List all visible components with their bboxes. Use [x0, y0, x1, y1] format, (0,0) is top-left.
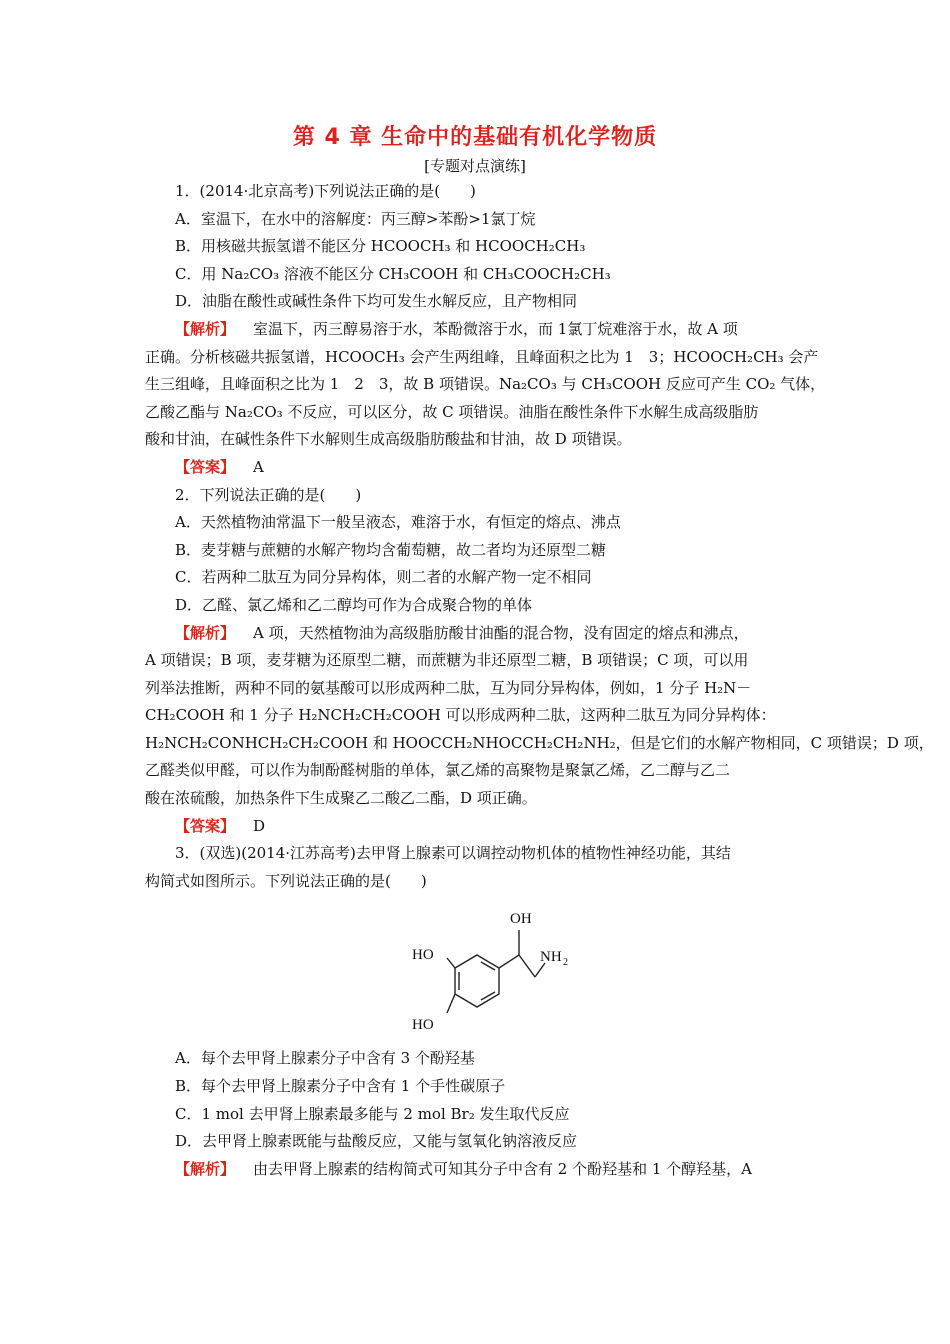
q2-answer-line: [145, 813, 810, 841]
q3-option-d: D．去甲肾上腺素既能与盐酸反应，又能与氢氧化钠溶液反应: [175, 1132, 578, 1151]
bond-ho: [447, 958, 455, 968]
q2-stem: 2．下列说法正确的是( ): [175, 485, 362, 504]
chapter-title: 第 4 章 生命中的基础有机化学物质: [292, 125, 658, 150]
q3-option-c: C．1 mol 去甲肾上腺素最多能与 2 mol Br₂ 发生取代反应: [175, 1104, 570, 1123]
q1-option-b: B．用核磁共振氢谱不能区分 HCOOCH₃ 和 HCOOCH₂CH₃: [175, 237, 586, 256]
content-body: [145, 178, 934, 1183]
answer-tag: 【答案】: [175, 816, 236, 835]
ring-double-bond: [481, 992, 495, 1000]
label-ho-left: HO: [412, 947, 434, 964]
q2-analysis-text-0: A 项，天然植物油为高级脂肪酸甘油酯的混合物，没有固定的熔点和沸点，: [253, 623, 749, 642]
q1-analysis-text-4: 酸和甘油，在碱性条件下水解则生成高级脂肪酸盐和甘油，故 D 项错误。: [145, 430, 632, 449]
q2-option-d: D．乙醛、氯乙烯和乙二醇均可作为合成聚合物的单体: [175, 595, 533, 614]
q1-analysis-text-1: 正确。分析核磁共振氢谱，HCOOCH₃ 会产生两组峰，且峰面积之比为 1 3；HCOOCH₂CH₃ 会产: [145, 347, 819, 366]
q1-analysis-text-2: 生三组峰，且峰面积之比为 1 2 3，故 B 项错误。Na₂CO₃ 与 CH₃COOH 反应可产生 CO₂ 气体，: [145, 375, 826, 394]
q3-analysis-line: [145, 1156, 810, 1184]
q2-analysis-text-4: H₂NCH₂CONHCH₂CH₂COOH 和 HOOCCH₂NHOCCH₂CH₂NH₂，但是它们的水解产物相同，C 项错误；D 项，: [145, 733, 934, 752]
q2-analysis-line: [145, 620, 810, 648]
q3-stem-2: 构简式如图所示。下列说法正确的是( ): [145, 871, 427, 890]
q1-analysis-text-0: 室温下，丙三醇易溶于水，苯酚微溶于水，而 1氯丁烷难溶于水，故 A 项: [253, 319, 738, 338]
q1-answer: A: [253, 457, 264, 476]
q2-analysis-text-6: 酸在浓硫酸，加热条件下生成聚乙二酸乙二酯，D 项正确。: [145, 789, 537, 808]
q3-option-b: B．每个去甲肾上腺素分子中含有 1 个手性碳原子: [175, 1077, 506, 1096]
q2-analysis-text-3: CH₂COOH 和 1 分子 H₂NCH₂CH₂COOH 可以形成两种二肽，这两种二肽互为同分异构体：: [145, 706, 776, 725]
q1-answer-line: [145, 454, 810, 482]
benzene-ring: [455, 955, 499, 1007]
q3-option-a: A．每个去甲肾上腺素分子中含有 3 个酚羟基: [175, 1049, 475, 1068]
q3-analysis-text-0: 由去甲肾上腺素的结构简式可知其分子中含有 2 个酚羟基和 1 个醇羟基，A: [253, 1159, 753, 1178]
bond-nh2: [535, 963, 545, 977]
analysis-tag: 【解析】: [175, 319, 236, 338]
ring-double-bond: [481, 962, 495, 970]
analysis-tag: 【解析】: [175, 1159, 236, 1178]
q2-analysis-text-2: 列举法推断，两种不同的氨基酸可以形成两种二肽，互为同分异构体，例如，1 分子 H₂N－: [145, 678, 752, 697]
q1-option-d: D．油脂在酸性或碱性条件下均可发生水解反应，且产物相同: [175, 292, 578, 311]
q1-option-a: A．室温下，在水中的溶解度：丙三醇>苯酚>1氯丁烷: [175, 209, 536, 228]
answer-tag: 【答案】: [175, 457, 236, 476]
q1-analysis-line: [145, 316, 810, 344]
q2-analysis-text-1: A 项错误；B 项，麦芽糖为还原型二糖，而蔗糖为非还原型二糖，B 项错误；C 项，可以用: [145, 651, 749, 670]
q2-option-a: A．天然植物油常温下一般呈液态，难溶于水，有恒定的熔点、沸点: [175, 513, 621, 532]
q2-option-c: C．若两种二肽互为同分异构体，则二者的水解产物一定不相同: [175, 568, 592, 587]
bond: [519, 955, 535, 977]
analysis-tag: 【解析】: [175, 623, 236, 642]
label-nh: NH: [540, 949, 562, 966]
label-oh-top: OH: [510, 911, 532, 928]
q1-analysis-text-3: 乙酸乙酯与 Na₂CO₃ 不反应，可以区分，故 C 项错误。油脂在酸性条件下水解生成高级脂肪: [145, 402, 759, 421]
q2-option-b: B．麦芽糖与蔗糖的水解产物均含葡萄糖，故二者均为还原型二糖: [175, 540, 607, 559]
norepinephrine-structure: [145, 895, 810, 1045]
q2-answer: D: [253, 816, 266, 835]
q1-option-c: C．用 Na₂CO₃ 溶液不能区分 CH₃COOH 和 CH₃COOCH₂CH₃: [175, 264, 611, 283]
q3-stem-1: 3．(双选)(2014·江苏高考)去甲肾上腺素可以调控动物机体的植物性神经功能，其结: [175, 844, 731, 863]
bond: [499, 955, 519, 968]
structure-diagram: [407, 895, 567, 1045]
q1-stem: 1．(2014·北京高考)下列说法正确的是( ): [175, 182, 476, 200]
label-nh-subscript: 2: [563, 957, 568, 969]
section-subtitle: [专题对点演练]: [424, 157, 526, 175]
label-ho-bottom: HO: [412, 1017, 434, 1034]
bond-ho: [447, 994, 455, 1013]
q2-analysis-text-5: 乙醛类似甲醛，可以作为制酚醛树脂的单体，氯乙烯的高聚物是聚氯乙烯，乙二醇与乙二: [145, 761, 731, 780]
